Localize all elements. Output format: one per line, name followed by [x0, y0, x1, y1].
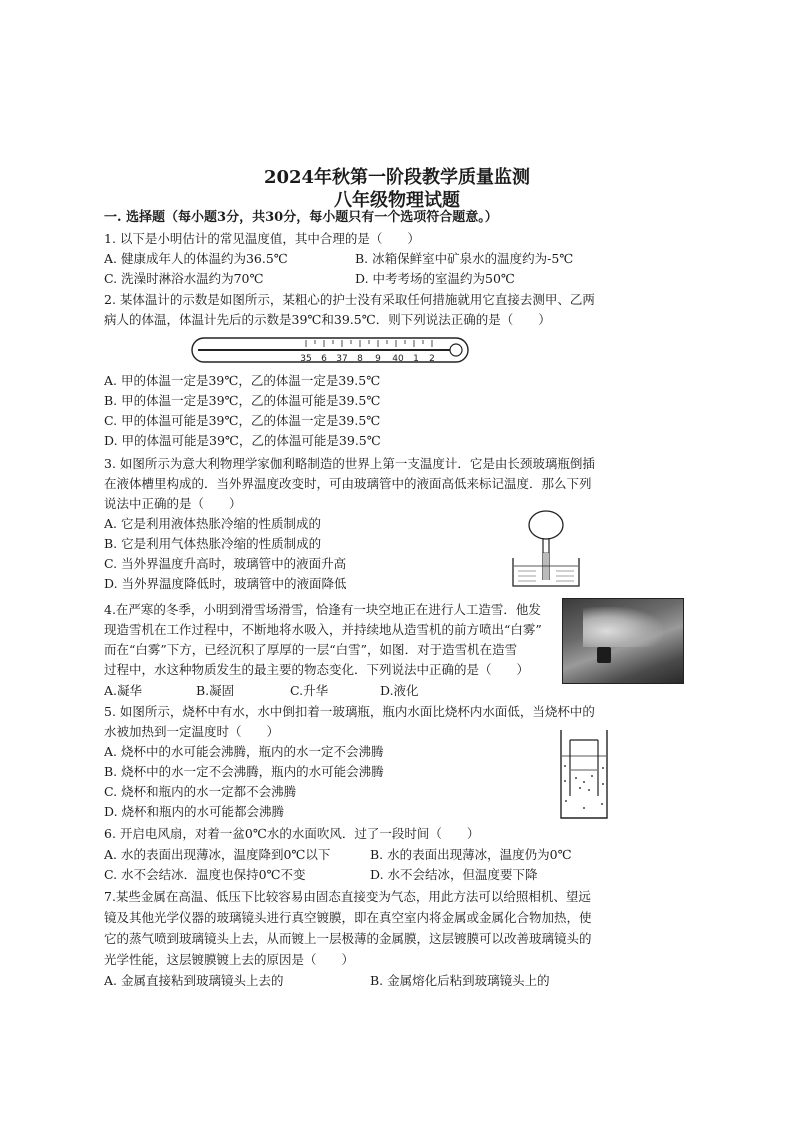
exam-subtitle: 八年级物理试题 [334, 190, 460, 211]
q3-stem-line3: 说法中正确的是（ ） [104, 496, 242, 511]
q2-option-b: B. 甲的体温一定是39℃，乙的体温可能是39.5℃ [104, 393, 381, 408]
q1-option-b: B. 冰箱保鲜室中矿泉水的温度约为-5℃ [355, 251, 574, 266]
spray-mist [583, 607, 663, 647]
q1-stem: 1. 以下是小明估计的常见温度值，其中合理的是（ ） [104, 231, 420, 246]
q3-option-d: D. 当外界温度降低时，玻璃管中的液面降低 [104, 576, 347, 591]
q6-option-b: B. 水的表面出现薄冰，温度仍为0℃ [370, 847, 572, 862]
q3-option-a: A. 它是利用液体热胀冷缩的性质制成的 [104, 516, 321, 531]
q6-option-a: A. 水的表面出现薄冰，温度降到0℃以下 [104, 847, 331, 862]
q4-stem-line2: 现造雪机在工作过程中，不断地将水吸入，并持续地从造雪机的前方喷出“白雾” [104, 622, 542, 637]
q2-option-d: D. 甲的体温可能是39℃，乙的体温可能是39.5℃ [104, 433, 381, 448]
scale-label: 8 [357, 354, 363, 364]
q3-stem-line1: 3. 如图所示为意大利物理学家伽利略制造的世界上第一支温度计．它是由长颈玻璃瓶倒插 [104, 456, 595, 471]
q3-option-c: C. 当外界温度升高时，玻璃管中的液面升高 [104, 556, 347, 571]
q5-option-a: A. 烧杯中的水可能会沸腾，瓶内的水一定不会沸腾 [104, 744, 384, 759]
q3-stem-line2: 在液体槽里构成的．当外界温度改变时，可由玻璃管中的液面高低来标记温度．那么下列 [104, 476, 592, 491]
q7-stem-line4: 光学性能，这层镀膜镀上去的原因是（ ） [104, 952, 355, 967]
scale-label: 1 [413, 354, 419, 364]
scale-label: 9 [375, 354, 381, 364]
q7-stem-line3: 它的蒸气喷到玻璃镜头上去，从而镀上一层极薄的金属膜，这层镀膜可以改善玻璃镜头的 [104, 931, 592, 946]
q2-option-c: C. 甲的体温可能是39℃，乙的体温一定是39.5℃ [104, 413, 381, 428]
q6-stem: 6. 开启电风扇，对着一盆0℃水的水面吹风．过了一段时间（ ） [104, 826, 480, 841]
snow-machine [597, 647, 611, 663]
q5-option-c: C. 烧杯和瓶内的水一定都不会沸腾 [104, 784, 297, 799]
scale-label: 35 [300, 354, 312, 364]
q4-option-b: B.凝固 [196, 683, 235, 698]
q4-option-d: D.液化 [380, 683, 419, 698]
q6-option-d: D. 水不会结冰，但温度要下降 [370, 867, 538, 882]
q7-stem-line1: 7.某些金属在高温、低压下比较容易由固态直接变为气态，用此方法可以给照相机、望远 [104, 889, 591, 904]
q1-option-a: A. 健康成年人的体温约为36.5℃ [104, 251, 288, 266]
q1-option-d: D. 中考考场的室温约为50℃ [355, 271, 515, 286]
q4-stem-line4: 过程中，水这种物质发生的最主要的物态变化．下列说法中正确的是（ ） [104, 662, 530, 677]
q1-option-c: C. 洗澡时淋浴水温约为70℃ [104, 271, 264, 286]
scale-label: 2 [429, 354, 435, 364]
q2-stem-line1: 2. 某体温计的示数是如图所示，某粗心的护士没有采取任何措施就用它直接去测甲、乙两 [104, 292, 595, 307]
q4-stem-line1: 4.在严寒的冬季，小明到滑雪场滑雪，恰逢有一块空地正在进行人工造雪．他发 [104, 602, 541, 617]
q7-option-b: B. 金属熔化后粘到玻璃镜头上的 [370, 973, 550, 988]
q4-option-c: C.升华 [290, 683, 329, 698]
q7-stem-line2: 镜及其他光学仪器的玻璃镜头进行真空镀膜，即在真空室内将金属或金属化合物加热，使 [104, 910, 592, 925]
q5-option-b: B. 烧杯中的水一定不会沸腾，瓶内的水可能会沸腾 [104, 764, 384, 779]
q2-option-a: A. 甲的体温一定是39℃，乙的体温一定是39.5℃ [104, 373, 381, 388]
thermometer-figure [188, 335, 473, 367]
q7-option-a: A. 金属直接粘到玻璃镜头上去的 [104, 973, 284, 988]
galileo-thermometer-figure [508, 508, 584, 590]
q5-stem-line1: 5. 如图所示，烧杯中有水，水中倒扣着一玻璃瓶，瓶内水面比烧杯内水面低，当烧杯中的 [104, 704, 595, 719]
section-heading: 一. 选择题（每小题3分，共30分，每小题只有一个选项符合题意。） [104, 210, 498, 225]
scale-label: 6 [321, 354, 327, 364]
q2-stem-line2: 病人的体温，体温计先后的示数是39℃和39.5℃．则下列说法正确的是（ ） [104, 312, 551, 327]
beaker-figure [556, 726, 612, 822]
scale-label: 37 [336, 354, 348, 364]
q6-option-c: C. 水不会结冰．温度也保持0℃不变 [104, 867, 306, 882]
q5-stem-line2: 水被加热到一定温度时（ ） [104, 724, 280, 739]
snow-machine-photo [562, 598, 684, 684]
q4-option-a: A.凝华 [104, 683, 143, 698]
q5-option-d: D. 烧杯和瓶内的水可能都会沸腾 [104, 804, 285, 819]
scale-label: 40 [392, 354, 404, 364]
exam-title: 2024年秋第一阶段教学质量监测 [263, 167, 531, 188]
q4-stem-line3: 而在“白雾”下方，已经沉积了厚厚的一层“白雪”，如图．对于造雪机在造雪 [104, 642, 518, 657]
q3-option-b: B. 它是利用气体热胀冷缩的性质制成的 [104, 536, 322, 551]
